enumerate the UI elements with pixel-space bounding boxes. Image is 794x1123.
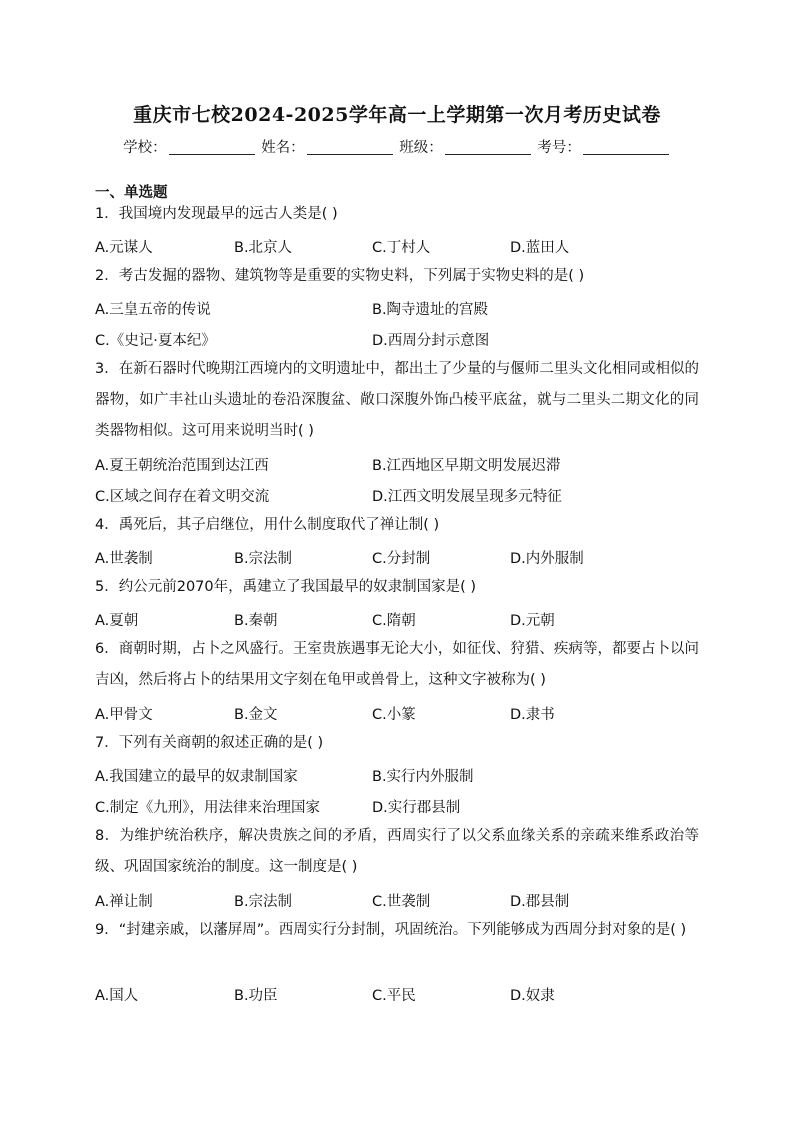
option-a[interactable]: A.禅让制: [95, 894, 153, 910]
option-a[interactable]: A.我国建立的最早的奴隶制国家: [95, 769, 298, 785]
option-c[interactable]: C.制定《九刑》，用法律来治理国家: [95, 800, 320, 816]
option-b[interactable]: B.实行内外服制: [372, 769, 474, 785]
option-d[interactable]: D.奴隶: [510, 988, 555, 1004]
option-b[interactable]: B.宗法制: [234, 551, 293, 567]
option-d[interactable]: D.实行郡县制: [372, 800, 461, 816]
student-info-line: [0, 136, 794, 157]
number-label: 考号：: [537, 140, 581, 156]
option-d[interactable]: D.蓝田人: [510, 240, 570, 256]
option-b[interactable]: B.北京人: [234, 240, 293, 256]
question-stem: 7．下列有关商朝的叙述正确的是( ): [95, 735, 324, 751]
number-blank[interactable]: [583, 138, 669, 155]
option-c[interactable]: C.世袭制: [372, 894, 431, 910]
option-c[interactable]: C.分封制: [372, 551, 431, 567]
school-blank[interactable]: [169, 138, 255, 155]
option-b[interactable]: B.功臣: [234, 988, 278, 1004]
option-d[interactable]: D.隶书: [510, 707, 555, 723]
option-d[interactable]: D.江西文明发展呈现多元特征: [372, 489, 562, 505]
option-b[interactable]: B.陶寺遗址的宫殿: [372, 302, 489, 318]
option-a[interactable]: A.元谋人: [95, 240, 153, 256]
page-title: 重庆市七校2024-2025学年高一上学期第一次月考历史试卷: [133, 104, 661, 126]
option-b[interactable]: B.宗法制: [234, 894, 293, 910]
option-d[interactable]: D.郡县制: [510, 894, 570, 910]
option-b[interactable]: B.秦朝: [234, 613, 278, 629]
option-a[interactable]: A.夏王朝统治范围到达江西: [95, 458, 269, 474]
name-label: 姓名：: [261, 140, 305, 156]
option-a[interactable]: A.甲骨文: [95, 707, 153, 723]
class-blank[interactable]: [445, 138, 531, 155]
question-stem: 3．在新石器时代晚期江西境内的文明遗址中，都出土了少量的与偃师二里头文化相同或相似的器物，如广丰社山头遗址的卷沿深腹盆、敞口深腹外饰凸棱平底盆，就与二里头二期文化的同类器物相似。这可用来说明当时( ): [95, 361, 699, 439]
school-label: 学校：: [123, 140, 167, 156]
name-blank[interactable]: [307, 138, 393, 155]
question-stem: 9．“封建亲戚，以藩屏周”。西周实行分封制，巩固统治。下列能够成为西周分封对象的是( ): [95, 922, 687, 938]
question-stem: 8．为维护统治秩序，解决贵族之间的矛盾，西周实行了以父系血缘关系的亲疏来维系政治等级、巩固国家统治的制度。这一制度是( ): [95, 828, 699, 875]
option-c[interactable]: C.《史记·夏本纪》: [95, 333, 216, 349]
option-c[interactable]: C.隋朝: [372, 613, 416, 629]
option-a[interactable]: A.国人: [95, 988, 139, 1004]
option-b[interactable]: B.江西地区早期文明发展迟滞: [372, 458, 561, 474]
class-label: 班级：: [399, 140, 443, 156]
option-c[interactable]: C.丁村人: [372, 240, 431, 256]
option-c[interactable]: C.区域之间存在着文明交流: [95, 489, 270, 505]
option-c[interactable]: C.小篆: [372, 707, 416, 723]
option-d[interactable]: D.内外服制: [510, 551, 584, 567]
option-d[interactable]: D.西周分封示意图: [372, 333, 490, 349]
question-stem: 2．考古发掘的器物、建筑物等是重要的实物史料，下列属于实物史料的是( ): [95, 268, 585, 284]
section-heading: 一、单选题: [95, 185, 168, 201]
option-c[interactable]: C.平民: [372, 988, 416, 1004]
option-b[interactable]: B.金文: [234, 707, 278, 723]
option-a[interactable]: A.夏朝: [95, 613, 139, 629]
option-a[interactable]: A.三皇五帝的传说: [95, 302, 211, 318]
option-a[interactable]: A.世袭制: [95, 551, 153, 567]
question-stem: 5．约公元前2070年，禹建立了我国最早的奴隶制国家是( ): [95, 579, 477, 595]
option-d[interactable]: D.元朝: [510, 613, 555, 629]
question-stem: 4．禹死后，其子启继位，用什么制度取代了禅让制( ): [95, 517, 440, 533]
question-stem: 6．商朝时期，占卜之风盛行。王室贵族遇事无论大小，如征伐、狩猎、疾病等，都要占卜以问吉凶，然后将占卜的结果用文字刻在龟甲或兽骨上，这种文字被称为( ): [95, 641, 699, 688]
question-stem: 1．我国境内发现最早的远古人类是( ): [95, 206, 338, 222]
